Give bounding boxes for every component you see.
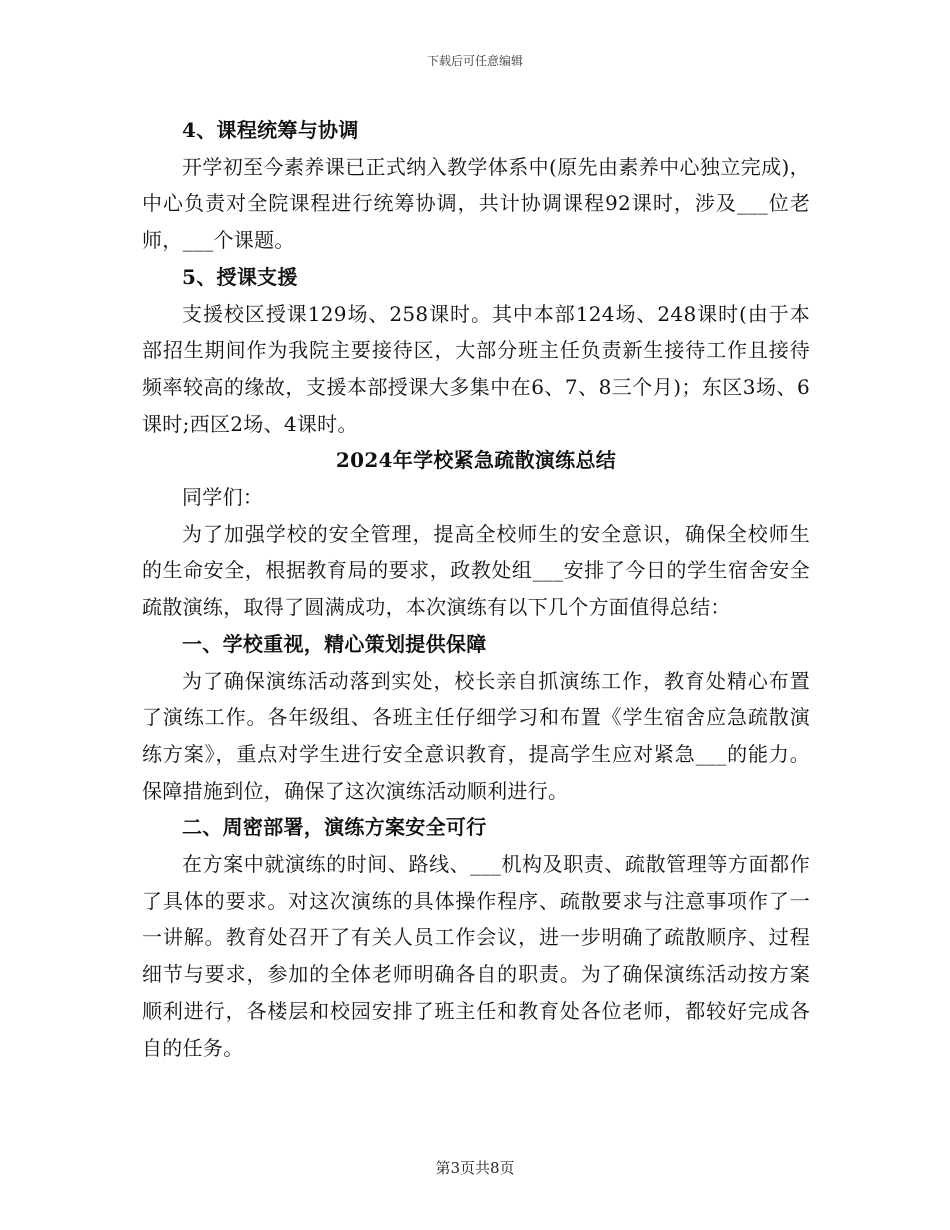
page-header: 下载后可任意编辑 <box>426 54 523 68</box>
section-heading-school-attention: 一、学校重视，精心策划提供保障 <box>182 631 487 656</box>
document-body <box>142 112 810 1066</box>
paragraph-course-coordination: 开学初至今素养课已正式纳入教学体系中(原先由素养中心独立完成)，中心负责对全院课程进行统筹协调，共计协调课程92课时，涉及___位老师，___个课题。 <box>142 154 810 253</box>
section-heading-course-coordination: 4、课程统筹与协调 <box>182 118 359 142</box>
paragraph-intro: 为了加强学校的安全管理，提高全校师生的安全意识，确保全校师生的生命安全，根据教育局的要求，政教处组___安排了今日的学生宿舍安全疏散演练，取得了圆满成功，本次演练有以下几个方面值得总结： <box>142 521 810 620</box>
paragraph-deployment: 在方案中就演练的时间、路线、___机构及职责、疏散管理等方面都作了具体的要求。对这次演练的具体操作程序、疏散要求与注意事项作了一一讲解。教育处召开了有关人员工作会议，进一步明确了疏散顺序、过程细节与要求，参加的全体老师明确各自的职责。为了确保演练活动按方案顺利进行，各楼层和校园安排了班主任和教育处各位老师，都较好完成各自的任务。 <box>142 852 810 1060</box>
page-footer: 第3页共8页 <box>435 1159 515 1177</box>
section-heading-teaching-support: 5、授课支援 <box>182 264 298 289</box>
paragraph-school-attention: 为了确保演练活动落到实处，校长亲自抓演练工作，教育处精心布置了演练工作。各年级组、各班主任仔细学习和布置《学生宿舍应急疏散演练方案》，重点对学生进行安全意识教育，提高学生应对紧急___的能力。保障措施到位，确保了这次演练活动顺利进行。 <box>142 668 810 803</box>
document-title: 2024年学校紧急疏散演练总结 <box>335 448 617 473</box>
section-heading-deployment: 二、周密部署，演练方案安全可行 <box>182 815 487 840</box>
paragraph-teaching-support: 支援校区授课129场、258课时。其中本部124场、248课时(由于本部招生期间作为我院主要接待区，大部分班主任负责新生接待工作且接待频率较高的缘故，支援本部授课大多集中在6、7、8三个月)；东区3场、6课时;西区2场、4课时。 <box>142 301 810 436</box>
salutation: 同学们： <box>182 485 264 510</box>
